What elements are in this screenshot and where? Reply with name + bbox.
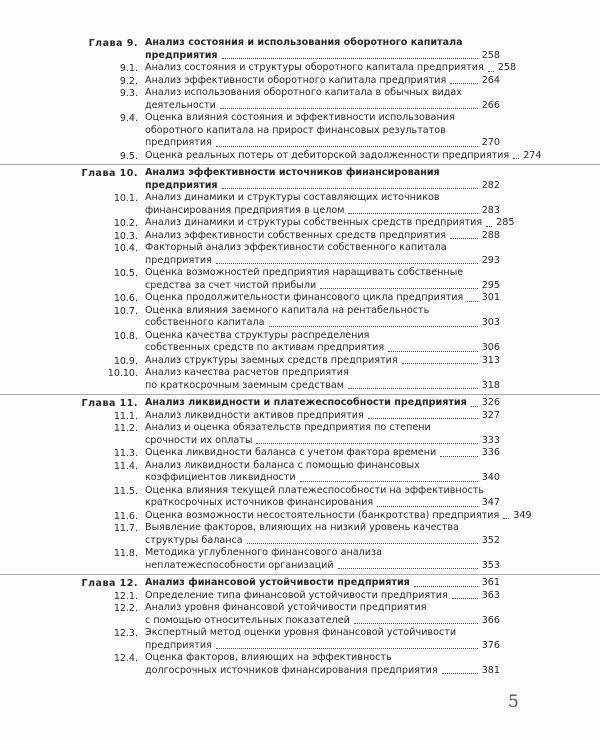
section-number: 10.8. [113,330,138,342]
dot-leader [471,406,478,407]
dot-leader [450,238,478,239]
toc-entry [0,410,600,423]
toc-entry [0,460,600,485]
dot-leader [503,518,509,519]
section-number: 10.5. [113,268,138,279]
dot-leader [450,83,477,84]
page-ref: 352 [481,534,500,546]
dot-leader [338,568,478,569]
dot-leader [452,598,478,599]
page-ref: 336 [481,447,500,458]
page-number: 5 [508,692,519,712]
page-ref: 381 [481,664,500,676]
dot-leader [348,388,478,389]
toc-entry [0,627,600,652]
section-number: 9.2. [119,75,138,87]
dot-leader [348,213,477,214]
dot-leader [216,263,478,264]
page-ref: 258 [497,62,517,73]
page-ref: 326 [481,397,500,408]
toc-entry [0,485,600,510]
dot-leader [256,443,477,444]
dot-leader [247,543,478,544]
entry-title-line: Факторный анализ эффективности собственного капитала [145,242,447,253]
dot-leader [440,456,477,457]
dot-leader [354,623,478,624]
section-number: 9.5. [119,150,138,162]
section-number: 9.1. [119,63,138,74]
entry-title-line: Анализ эффективности собственных средств предприятия [145,229,447,241]
section-number: 12.3. [113,628,138,639]
section-number: 9.3. [119,88,138,99]
section-number: 11.4. [113,460,138,472]
page-ref: 282 [481,179,500,191]
section-number: 12.2. [113,603,138,614]
entry-title-line: Оценка продолжительности финансового цикла предприятия [145,292,464,303]
toc-entry [0,422,600,447]
toc-entry [0,192,600,217]
dot-leader [216,146,478,147]
dot-leader [377,506,478,507]
dot-leader [222,58,478,59]
entry-title-line: предприятия [145,639,212,651]
section-number: 10.4. [113,243,138,254]
entry-title-line: структуры баланса [145,534,243,546]
toc-entry [0,547,600,572]
table-of-contents [0,35,600,679]
toc-entry [0,242,600,267]
dot-leader [300,481,478,482]
section-number: 10.3. [113,230,138,242]
chapter-title-line: Анализ состояния и использования оборотного капитала [145,37,463,48]
page-ref: 295 [481,279,500,291]
entry-title-line: деятельности [145,99,216,111]
section-number: 10.2. [113,218,138,229]
entry-title-line: срочности их оплаты [145,434,253,446]
page-ref: 288 [481,229,500,241]
entry-title-line: Анализ использования оборотного капитала в обычных видах [145,87,462,98]
page-ref: 301 [481,292,500,303]
page-ref: 361 [481,577,500,588]
toc-entry [0,330,600,355]
dot-leader [442,673,478,674]
entry-title-line: Анализ ликвидности баланса с помощью финансовых [145,459,420,471]
entry-title-line: Методика углубленного финансового анализа [145,547,382,558]
toc-entry [0,230,600,243]
entry-title-line: собственных средств по активам предприятия [145,342,385,353]
page-ref: 366 [481,614,500,626]
entry-title-line: неплатежеспособности организаций [145,559,334,571]
entry-title-line: Анализ и оценка обязательств предприятия по степени [145,422,431,433]
entry-title-line: средства за счет чистой прибыли [145,279,317,291]
section-number: 11.5. [113,485,138,497]
toc-entry [0,510,600,523]
dot-leader [220,108,478,109]
chapter-heading [0,577,600,590]
entry-title-line: Оценка влияния состояния и эффективности использования [145,112,455,123]
page-ref: 303 [481,317,500,328]
section-number: 11.8. [113,548,138,559]
page-ref: 327 [481,409,500,421]
entry-title-line: долгосрочных источников финансирования предприятия [145,664,438,676]
entry-title-line: собственного капитала [145,317,265,328]
entry-title-line: Анализ структуры заемных средств предприятия [145,354,398,366]
dot-leader [488,71,494,72]
entry-title-line: Выявление факторов, влияющих на низкий уровень качества [145,522,459,533]
page-ref: 264 [481,74,500,86]
toc-entry [0,355,600,368]
entry-title-line: Анализ состояния и структуры оборотного капитала предприятия [145,62,484,73]
chapter-heading [0,37,600,62]
toc-entry [0,652,600,677]
toc-entry [0,87,600,112]
toc-entry [0,522,600,547]
entry-title-line: Оценка возможностей предприятия наращивать собственные [145,267,464,278]
chapter-title-line: предприятия [145,179,218,191]
toc-entry [0,367,600,392]
section-number: 11.3. [113,448,138,459]
section-number: 11.1. [113,410,138,422]
dot-leader [222,188,478,189]
page-ref: 293 [481,254,500,266]
dot-leader [513,158,519,159]
page-ref: 258 [481,49,500,61]
chapter-heading [0,397,600,410]
toc-entry [0,75,600,88]
toc-entry [0,292,600,305]
chapter-title-line: Анализ ликвидности и платежеспособности предприятия [145,397,467,408]
toc-entry [0,602,600,627]
page-ref: 333 [481,434,500,446]
toc-entry [0,590,600,603]
entry-title-line: Оценка реальных потерь от дебиторской задолженности предприятия [145,149,510,161]
page-ref: 347 [481,497,500,508]
section-number: 10.1. [113,193,138,204]
toc-entry [0,267,600,292]
toc-entry [0,112,600,150]
chapter-block [0,35,600,164]
chapter-block [0,574,600,679]
entry-title-line: предприятия [145,254,212,266]
toc-entry [0,150,600,163]
entry-title-line: Оценка ликвидности баланса с учетом фактора времени [145,447,437,458]
entry-title-line: Оценка качества структуры распределения [145,329,370,341]
page-ref: 306 [481,342,500,353]
entry-title-line: Оценка влияния заемного капитала на рентабельность [145,304,430,316]
chapter-number: Глава 11. [81,398,138,409]
entry-title-line: Анализ уровня финансовой устойчивости предприятия [145,602,427,613]
section-number: 9.4. [119,113,138,124]
entry-title-line: Анализ эффективности оборотного капитала предприятия [145,74,447,86]
page-ref: 376 [481,639,500,651]
page-ref: 313 [481,354,500,366]
entry-title-line: Оценка возможности несостоятельности (банкротства) предприятия [145,509,500,521]
page-ref: 274 [523,149,542,161]
chapter-title-line: Анализ финансовой устойчивости предприятия [145,577,410,588]
toc-entry [0,62,600,75]
dot-leader [388,351,478,352]
chapter-title-line: Анализ эффективности источников финансирования [145,167,440,178]
section-number: 10.10. [107,368,138,379]
section-number: 11.6. [113,510,138,522]
chapter-title-line: предприятия [145,49,218,61]
entry-title-line: коэффициентов ликвидности [145,472,296,483]
dot-leader [320,288,477,289]
chapter-number: Глава 12. [81,578,138,589]
section-number: 10.6. [113,293,138,304]
page-ref: 285 [496,217,515,228]
toc-entry [0,305,600,330]
section-number: 11.7. [113,523,138,534]
entry-title-line: оборотного капитала на прирост финансовых результатов [145,124,446,136]
section-number: 10.9. [113,355,138,367]
page-ref: 363 [481,589,500,601]
entry-title-line: по краткосрочным заемным средствам [145,379,345,391]
page-ref: 318 [481,379,500,391]
section-number: 12.4. [113,653,138,664]
entry-title-line: Определение типа финансовой устойчивости предприятия [145,589,448,601]
toc-entry [0,217,600,230]
entry-title-line: с помощью относительных показателей [145,614,350,626]
toc-entry [0,447,600,460]
dot-leader [402,363,478,364]
page-ref: 340 [481,472,500,483]
entry-title-line: краткосрочных источников финансирования [145,497,374,508]
dot-leader [368,418,478,419]
chapter-block [0,164,600,394]
entry-title-line: Анализ качества расчетов предприятия [145,367,349,378]
dot-leader [269,326,478,327]
entry-title-line: Оценка факторов, влияющих на эффективность [145,652,392,663]
chapter-number: Глава 9. [88,38,138,49]
section-number: 12.1. [113,590,138,602]
chapter-heading [0,167,600,192]
page-ref: 349 [513,509,532,521]
chapter-block [0,394,600,574]
dot-leader [467,301,477,302]
entry-title-line: Оценка влияния текущей платежеспособности на эффективность [145,484,485,496]
entry-title-line: Анализ динамики и структуры составляющих источников [145,192,440,203]
dot-leader [486,226,492,227]
chapter-number: Глава 10. [81,168,138,179]
entry-title-line: Анализ динамики и структуры собственных средств предприятия [145,217,483,228]
page-ref: 353 [481,559,500,571]
entry-title-line: финансирования предприятия в целом [145,204,345,216]
entry-title-line: предприятия [145,137,212,148]
page-ref: 270 [481,137,500,148]
section-number: 10.7. [113,305,138,317]
entry-title-line: Анализ ликвидности активов предприятия [145,409,364,421]
section-number: 11.2. [113,423,138,434]
page-ref: 283 [481,204,500,216]
dot-leader [216,648,478,649]
dot-leader [414,586,478,587]
page-ref: 266 [481,99,500,111]
entry-title-line: Экспертный метод оценки уровня финансовой устойчивости [145,627,457,638]
